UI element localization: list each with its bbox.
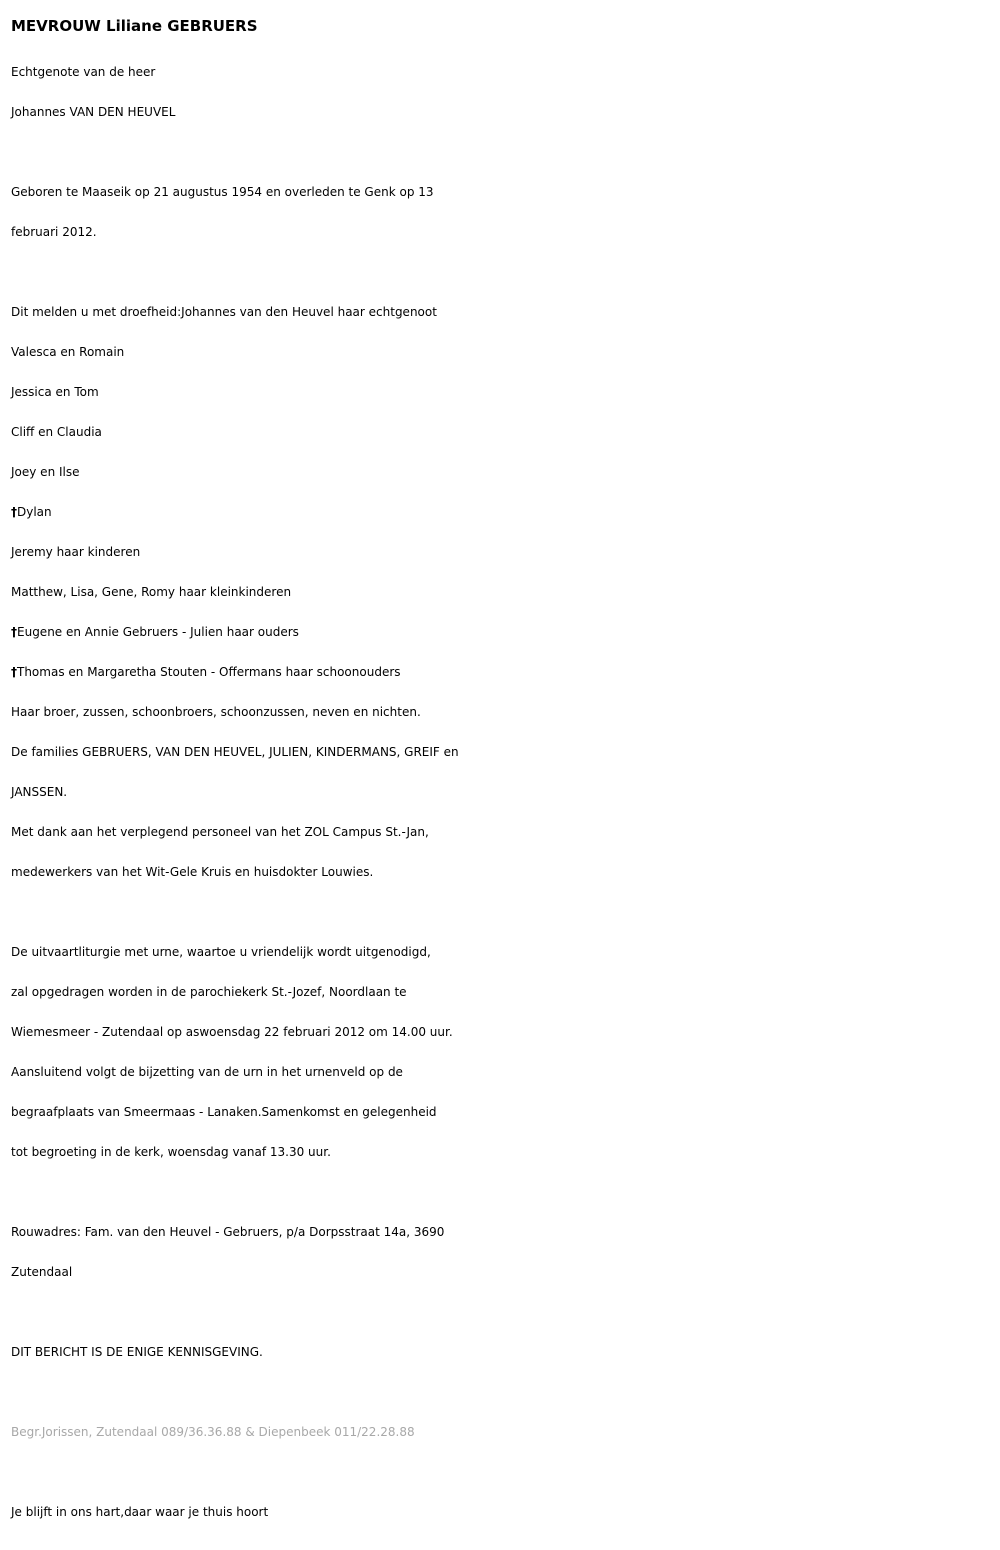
undertaker-info: Begr.Jorissen, Zutendaal 089/36.36.88 & Diepenbeek 011/22.28.88 [11,1425,415,1439]
mourning-address-line-1: Rouwadres: Fam. van den Heuvel - Gebruers, p/a Dorpsstraat 14a, 3690 [11,1225,445,1239]
deceased-name-title: MEVROUW Liliane GEBRUERS [11,17,258,35]
spouse-name: Johannes VAN DEN HEUVEL [11,105,176,119]
funeral-line: Aansluitend volgt de bijzetting van de urn in het urnenveld op de [11,1065,403,1079]
closing-line: Je blijft in ons hart,daar waar je thuis hoort [11,1505,269,1519]
family-line-deceased [11,612,996,652]
family-line: Joey en Ilse [11,465,80,479]
birth-death-line-2: februari 2012. [11,225,97,239]
family-line-text: Eugene en Annie Gebruers - Julien haar ouders [17,625,299,639]
thanks-line: Met dank aan het verplegend personeel van het ZOL Campus St.-Jan, [11,825,429,839]
spacer [11,132,996,172]
family-line-text: Dylan [17,505,52,519]
funeral-line: begraafplaats van Smeermaas - Lanaken.Samenkomst en gelegenheid [11,1105,437,1119]
family-line-text: Thomas en Margaretha Stouten - Offermans haar schoonouders [17,665,401,679]
family-announcement: Dit melden u met droefheid:Johannes van den Heuvel haar echtgenoot [11,305,437,319]
only-notice-statement: DIT BERICHT IS DE ENIGE KENNISGEVING. [11,1345,263,1359]
family-line: Matthew, Lisa, Gene, Romy haar kleinkinderen [11,585,292,599]
spacer [11,892,996,932]
funeral-line: zal opgedragen worden in de parochiekerk St.-Jozef, Noordlaan te [11,985,407,999]
thanks-line: medewerkers van het Wit-Gele Kruis en huisdokter Louwies. [11,865,374,879]
spouse-intro: Echtgenote van de heer [11,65,156,79]
cross-icon: † [11,625,17,639]
spacer [11,1292,996,1332]
family-line: JANSSEN. [11,785,68,799]
family-line: De families GEBRUERS, VAN DEN HEUVEL, JULIEN, KINDERMANS, GREIF en [11,745,459,759]
mourning-address-line-2: Zutendaal [11,1265,73,1279]
family-line: Cliff en Claudia [11,425,102,439]
cross-icon: † [11,665,17,679]
family-line: Haar broer, zussen, schoonbroers, schoonzussen, neven en nichten. [11,705,421,719]
family-line: Jessica en Tom [11,385,99,399]
spacer [11,1452,996,1492]
birth-death-line-1: Geboren te Maaseik op 21 augustus 1954 en overleden te Genk op 13 [11,185,434,199]
family-line-deceased [11,492,996,532]
funeral-line: tot begroeting in de kerk, woensdag vanaf 13.30 uur. [11,1145,331,1159]
family-line-deceased [11,652,996,692]
spacer [11,252,996,292]
family-line: Jeremy haar kinderen [11,545,141,559]
funeral-line: Wiemesmeer - Zutendaal op aswoensdag 22 februari 2012 om 14.00 uur. [11,1025,453,1039]
family-line: Valesca en Romain [11,345,125,359]
spacer [11,1172,996,1212]
funeral-line: De uitvaartliturgie met urne, waartoe u vriendelijk wordt uitgenodigd, [11,945,431,959]
cross-icon: † [11,505,17,519]
obituary-notice [11,0,996,1532]
spacer [11,1372,996,1412]
